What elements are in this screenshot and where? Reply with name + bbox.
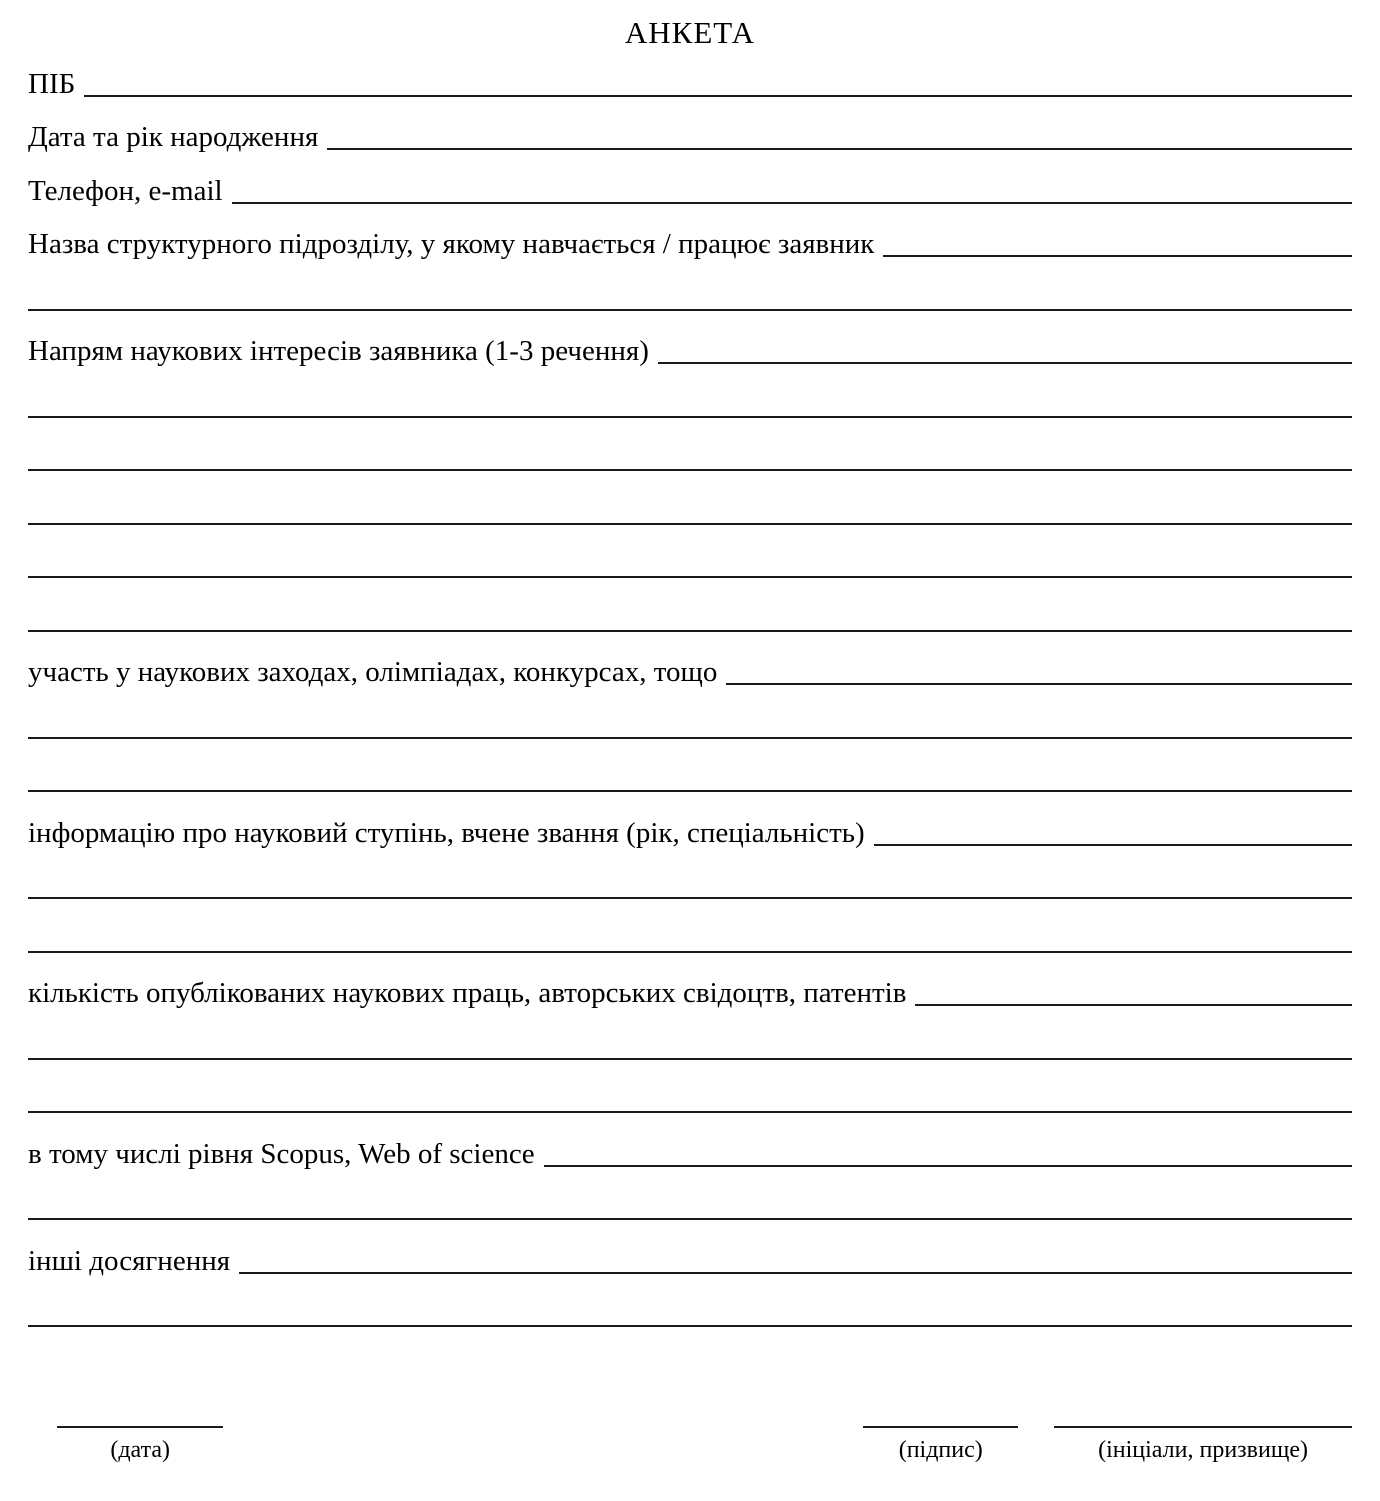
field-row-participation [28,639,1352,693]
field-row-publications-count [28,960,1352,1014]
field-label-phone-email: Телефон, e-mail [28,174,223,207]
field-input-line-participation-cont-1[interactable] [28,737,1352,739]
field-label-publications-count: кількість опублікованих наукових праць, авторських свідоцтв, патентів [28,977,907,1009]
field-row-degree-info [28,799,1352,853]
field-input-line-publications-count-cont-2[interactable] [28,1111,1352,1113]
field-input-line-other-achievements-cont[interactable] [28,1325,1352,1327]
field-label-department: Назва структурного підрозділу, у якому навчається / працює заявник [28,228,875,260]
blank-writing-line [28,264,1352,318]
field-input-line-research-interests-cont-1[interactable] [28,416,1352,418]
blank-writing-line [28,425,1352,479]
field-input-line-scopus[interactable] [544,1165,1352,1167]
field-input-line-phone-email[interactable] [232,202,1352,204]
blank-writing-line [28,692,1352,746]
blank-writing-line [28,1067,1352,1121]
signature-section [28,1426,1352,1463]
field-input-line-publications-count-cont-1[interactable] [28,1058,1352,1060]
field-row-department [28,211,1352,265]
field-input-line-participation[interactable] [726,683,1352,685]
field-row-scopus [28,1120,1352,1174]
field-input-line-research-interests[interactable] [658,362,1352,364]
field-label-participation: участь у наукових заходах, олімпіадах, конкурсах, тощо [28,656,718,688]
field-input-line-degree-info[interactable] [874,844,1352,846]
blank-writing-line [28,746,1352,800]
field-input-line-research-interests-cont-4[interactable] [28,576,1352,578]
form-title: АНКЕТА [624,15,756,50]
field-row-other-achievements [28,1227,1352,1281]
field-row-birthdate [28,104,1352,158]
field-input-line-other-achievements[interactable] [239,1272,1352,1274]
field-input-line-department-cont[interactable] [28,309,1352,311]
field-input-line-birthdate[interactable] [327,148,1352,150]
field-input-line-research-interests-cont-2[interactable] [28,469,1352,471]
field-input-line-research-interests-cont-3[interactable] [28,523,1352,525]
blank-writing-line [28,1174,1352,1228]
blank-writing-line [28,585,1352,639]
field-row-pib [28,50,1352,104]
blank-writing-line [28,1013,1352,1067]
field-input-line-department[interactable] [883,255,1352,257]
form-header [28,0,1352,50]
field-row-research-interests [28,318,1352,372]
initials-caption: (ініціали, призвище) [1098,1437,1308,1463]
signature-initials-block [1054,1426,1352,1463]
field-label-birthdate: Дата та рік народження [28,121,319,153]
field-input-line-scopus-cont[interactable] [28,1218,1352,1220]
field-label-pib: ПІБ [28,67,76,100]
field-input-line-participation-cont-2[interactable] [28,790,1352,792]
blank-writing-line [28,1281,1352,1335]
blank-writing-line [28,532,1352,586]
signature-date-block [57,1426,223,1463]
field-label-research-interests: Напрям наукових інтересів заявника (1-3 речення) [28,335,649,367]
field-label-other-achievements: інші досягнення [28,1244,231,1277]
field-label-scopus: в тому числі рівня Scopus, Web of science [28,1137,535,1170]
field-input-line-research-interests-cont-5[interactable] [28,630,1352,632]
blank-writing-line [28,478,1352,532]
blank-writing-line [28,853,1352,907]
blank-writing-line [28,906,1352,960]
date-caption: (дата) [110,1437,171,1463]
field-row-phone-email [28,157,1352,211]
signature-sign-block [863,1426,1018,1463]
field-input-line-pib[interactable] [84,95,1352,97]
field-input-line-publications-count[interactable] [915,1004,1352,1006]
sign-caption: (підпис) [898,1437,983,1463]
field-label-degree-info: інформацію про науковий ступінь, вчене звання (рік, спеціальність) [28,816,865,849]
blank-writing-line [28,371,1352,425]
field-input-line-degree-info-cont-2[interactable] [28,951,1352,953]
field-input-line-degree-info-cont-1[interactable] [28,897,1352,899]
